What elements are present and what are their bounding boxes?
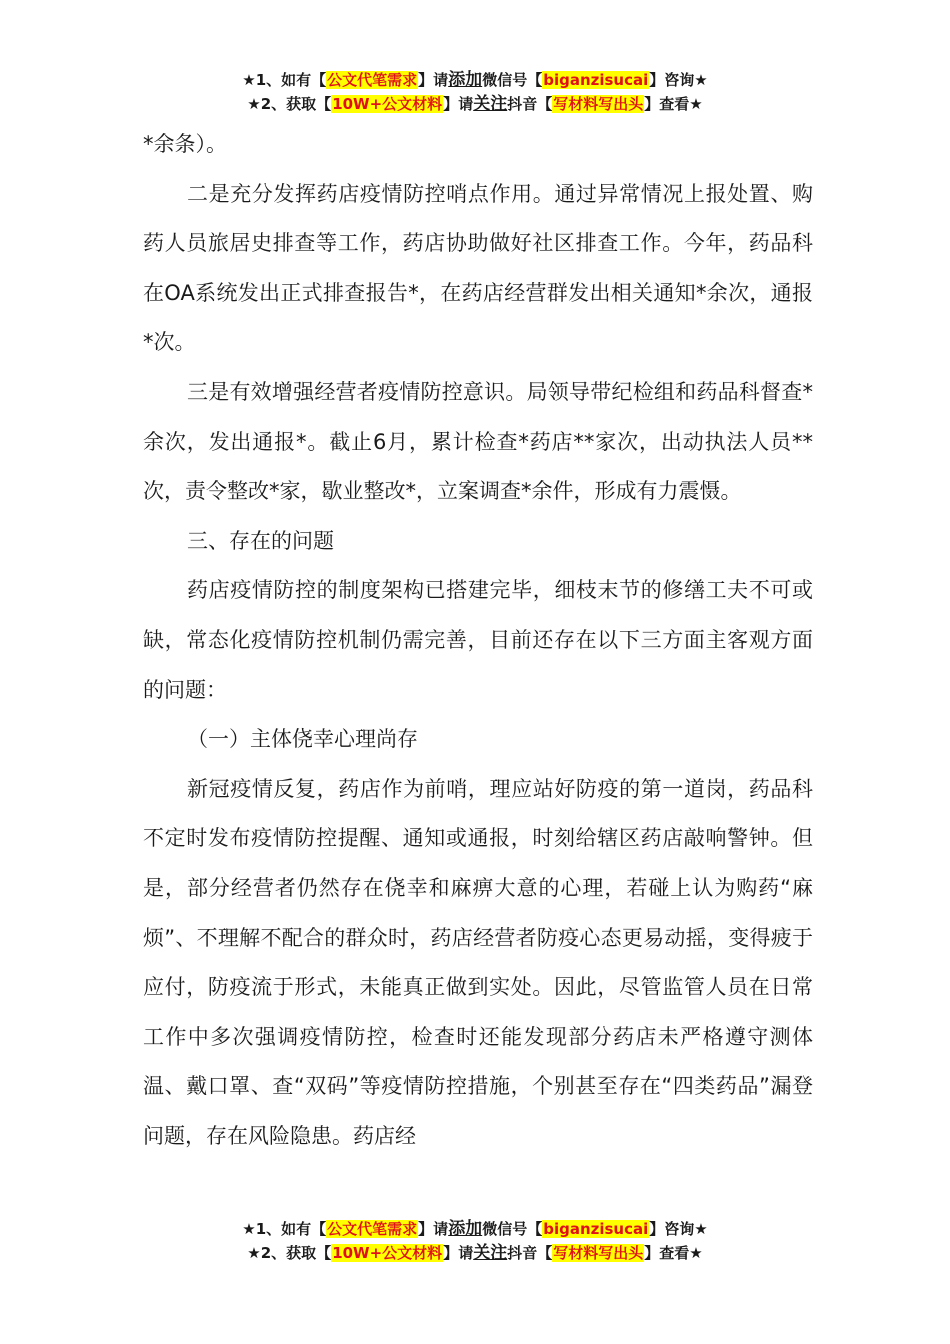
banner-text: 】请 <box>418 1220 449 1238</box>
header-banner <box>0 68 950 116</box>
banner-text: 】请 <box>443 1244 474 1262</box>
banner-text: ★2、获取【 <box>247 95 332 113</box>
footer-banner-line-1 <box>0 1217 950 1241</box>
banner-text: 微信号【 <box>482 1220 543 1238</box>
paragraph-continuation: *余条）。 <box>143 132 227 156</box>
section-heading-problems: 三、存在的问题 <box>187 528 334 553</box>
banner-highlight: 公文代笔需求 <box>327 1220 418 1238</box>
banner-underlined: 添加 <box>448 1219 483 1239</box>
subheading-one: （一）主体侥幸心理尚存 <box>187 727 418 752</box>
banner-text: 微信号【 <box>482 71 543 89</box>
banner-text: ★1、如有【 <box>242 1220 327 1238</box>
banner-highlight: 10W+公文材料 <box>332 1244 443 1262</box>
banner-text: 】咨询★ <box>649 1220 708 1238</box>
paragraph-problems-intro: 药店疫情防控的制度架构已搭建完毕，细枝末节的修缮工夫不可或缺，常态化疫情防控机制仍需完善，目前还存在以下三方面主客观方面的问题： <box>143 578 813 702</box>
banner-highlight: biganzisucai <box>543 71 649 89</box>
banner-text: 】请 <box>443 95 474 113</box>
banner-highlight: 写材料写出头 <box>553 95 644 113</box>
banner-highlight: biganzisucai <box>543 1220 649 1238</box>
footer-banner <box>0 1217 950 1265</box>
banner-highlight: 10W+公文材料 <box>332 95 443 113</box>
banner-underlined: 关注 <box>473 1243 508 1263</box>
banner-text: 】咨询★ <box>649 71 708 89</box>
banner-highlight: 公文代笔需求 <box>327 71 418 89</box>
banner-underlined: 关注 <box>473 94 508 114</box>
paragraph-point-two: 二是充分发挥药店疫情防控哨点作用。通过异常情况上报处置、购药人员旅居史排查等工作，药店协助做好社区排查工作。今年，药品科在OA系统发出正式排查报告*，在药店经营群发出相关通知*余次，通报*次。 <box>143 181 813 355</box>
footer-banner-line-2 <box>0 1241 950 1265</box>
banner-text: 抖音【 <box>507 1244 553 1262</box>
banner-text: 】请 <box>418 71 449 89</box>
header-banner-line-2 <box>0 92 950 116</box>
header-banner-line-1 <box>0 68 950 92</box>
banner-text: 】查看★ <box>644 1244 703 1262</box>
banner-highlight: 写材料写出头 <box>553 1244 644 1262</box>
document-body <box>143 120 813 1161</box>
paragraph-subheading-one: 新冠疫情反复，药店作为前哨，理应站好防疫的第一道岗，药品科不定时发布疫情防控提醒、通知或通报，时刻给辖区药店敲响警钟。但是，部分经营者仍然存在侥幸和麻痹大意的心理，若碰上认为购药“麻烦”、不理解不配合的群众时，药店经营者防疫心态更易动摇，变得疲于应付，防疫流于形式，未能真正做到实处。因此，尽管监管人员在日常工作中多次强调疫情防控，检查时还能发现部分药店未严格遵守测体温、戴口罩、查“双码”等疫情防控措施，个别甚至存在“四类药品”漏登问题，存在风险隐患。药店经 <box>143 776 813 1148</box>
banner-text: 】查看★ <box>644 95 703 113</box>
paragraph-point-three: 三是有效增强经营者疫情防控意识。局领导带纪检组和药品科督查*余次，发出通报*。截止6月，累计检查*药店**家次，出动执法人员**次，责令整改*家，歇业整改*，立案调查*余件，形成有力震慑。 <box>143 379 813 504</box>
banner-text: 抖音【 <box>507 95 553 113</box>
banner-underlined: 添加 <box>448 70 483 90</box>
banner-text: ★2、获取【 <box>247 1244 332 1262</box>
banner-text: ★1、如有【 <box>242 71 327 89</box>
